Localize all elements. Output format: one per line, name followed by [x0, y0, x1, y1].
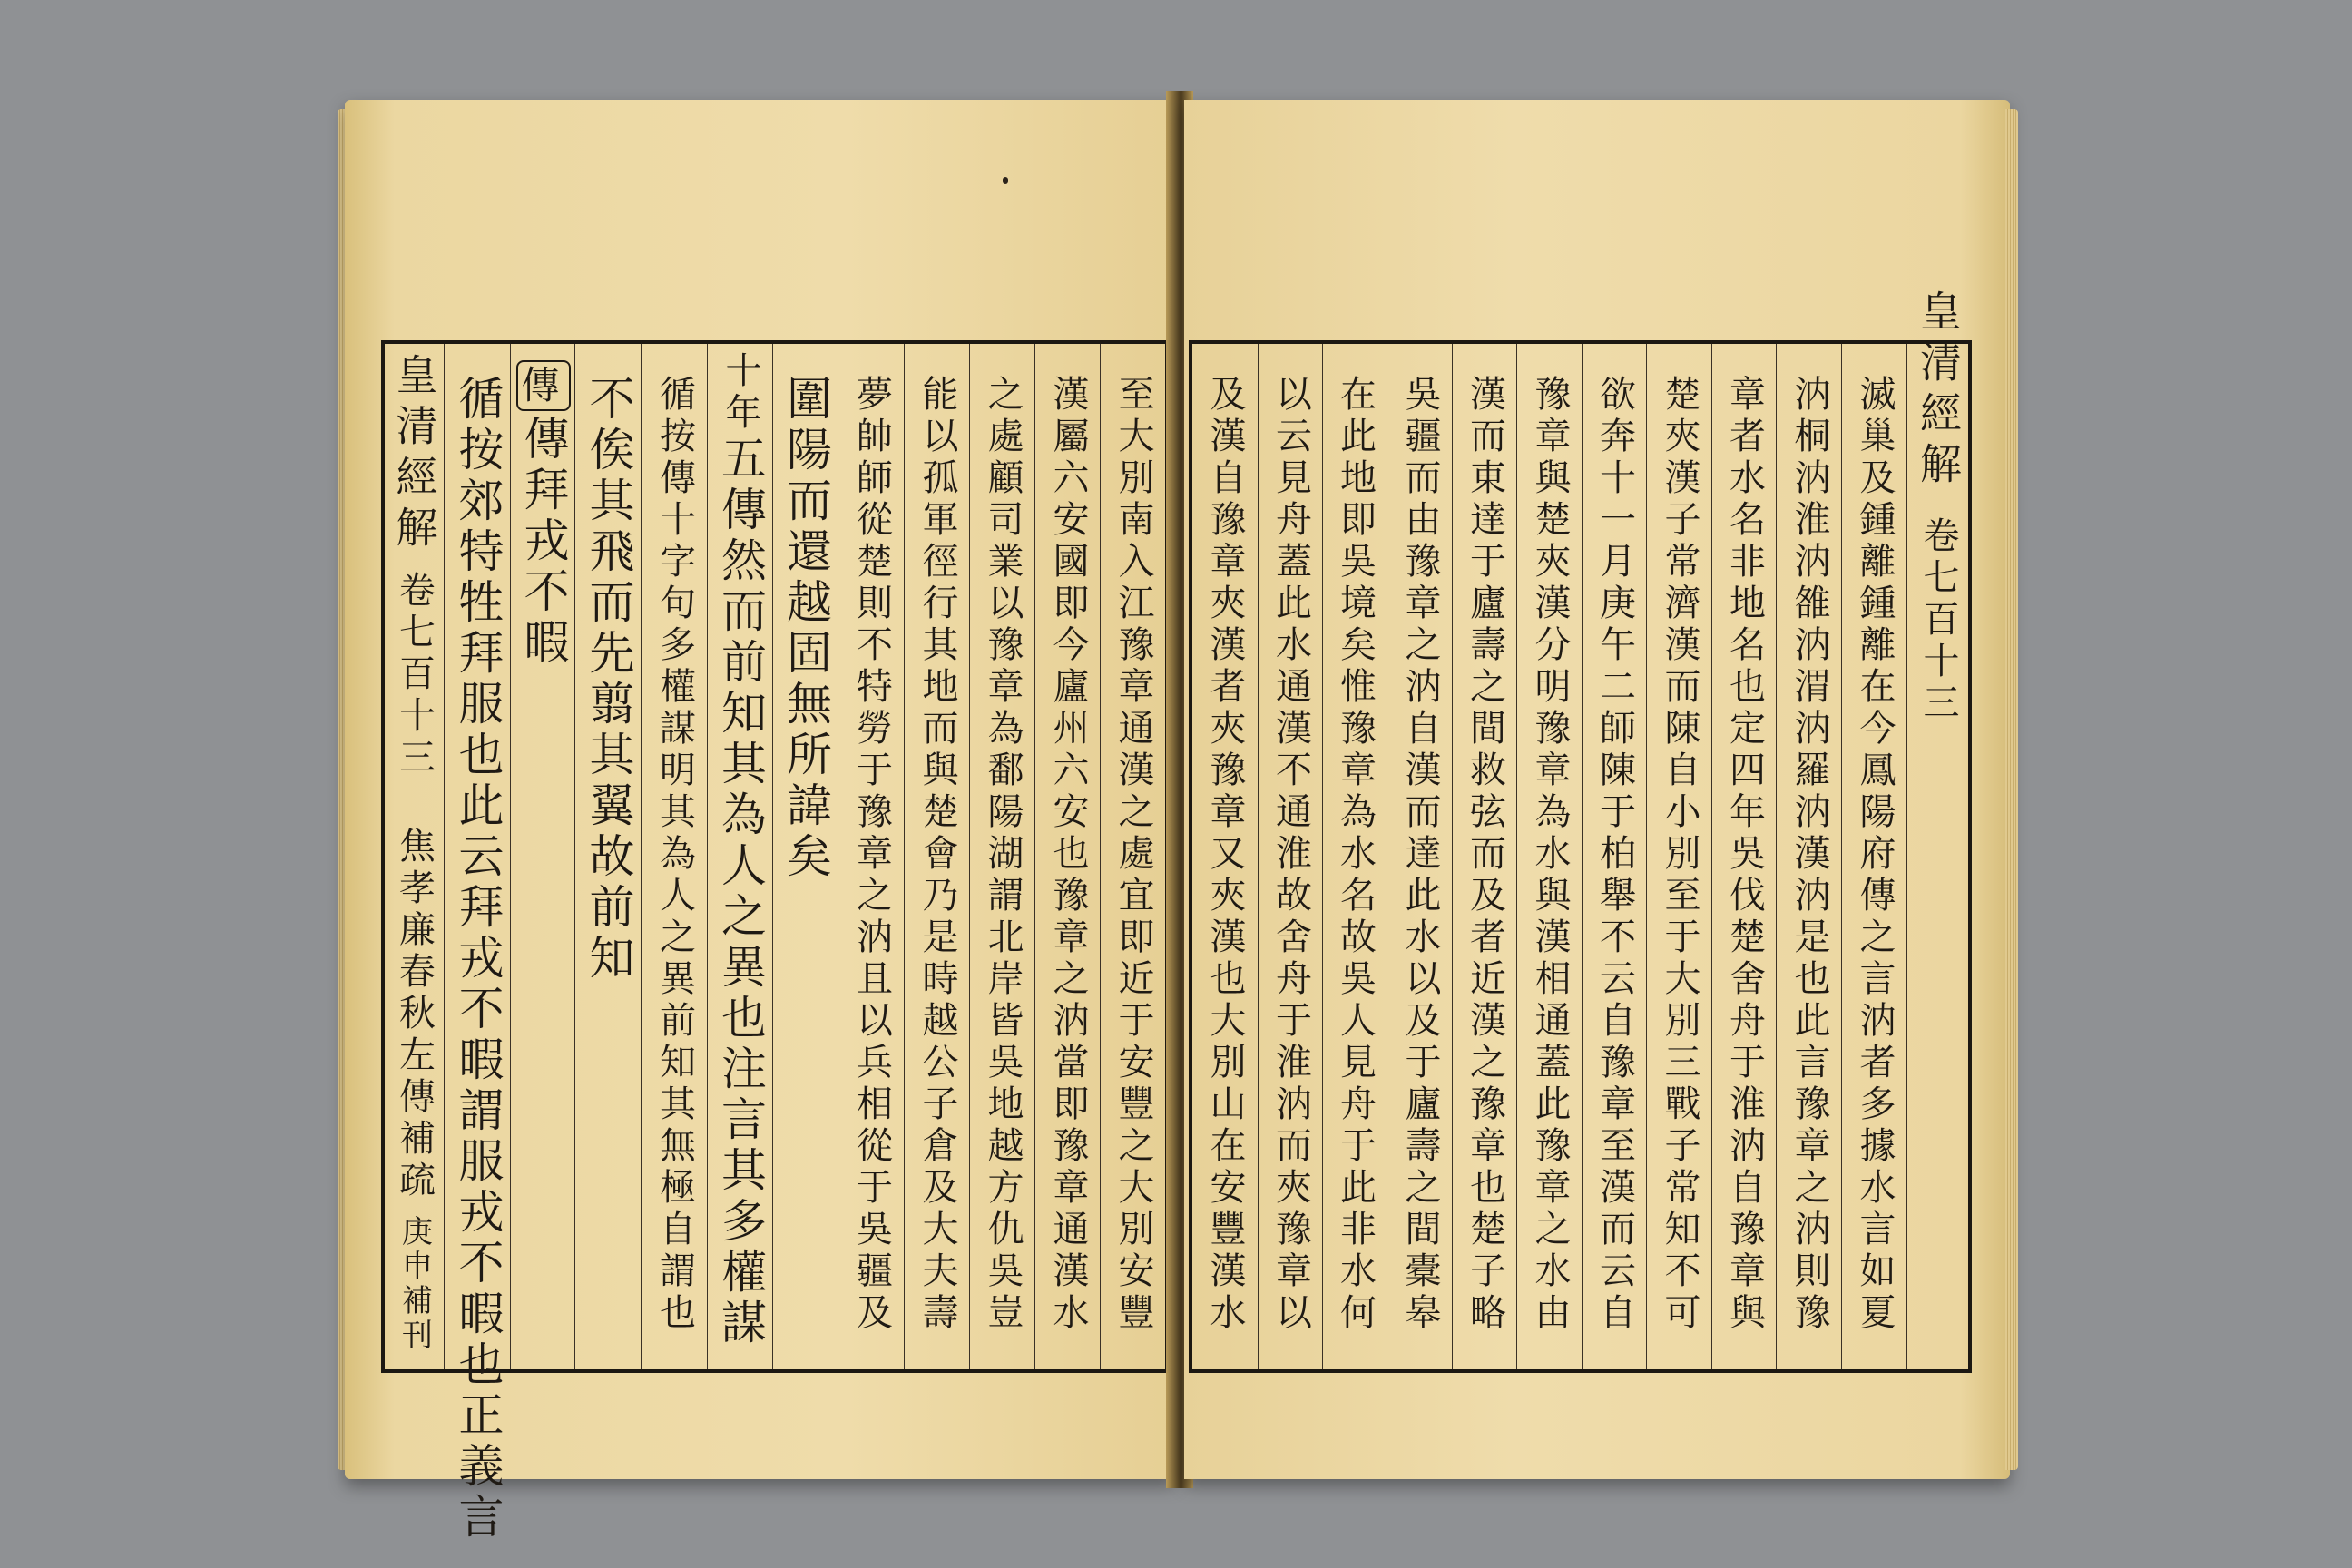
text-column	[838, 344, 905, 1369]
column-text: 不俟其飛而先翦其翼故前知	[582, 375, 635, 985]
column-text: 漢屬六安國即今廬州六安也豫章之汭當即豫章通漢水	[1047, 375, 1089, 1335]
text-column	[1516, 344, 1583, 1369]
column-text: 能以孤軍徑行其地而與楚會乃是時越公子倉及大夫壽	[916, 375, 958, 1335]
text-column	[444, 344, 511, 1544]
text-column	[1322, 344, 1387, 1369]
column-text: 章者水名非地名也定四年吳伐楚舍舟于淮汭自豫章與	[1723, 375, 1766, 1335]
column-text: 在此地即吳境矣惟豫章為水名故吳人見舟于此非水何	[1334, 375, 1377, 1335]
right-text-frame	[1189, 289, 1972, 1373]
text-column	[510, 344, 575, 1369]
text-column	[1711, 344, 1777, 1369]
column-text: 及漢自豫章夾漢者夾豫章又夾漢也大別山在安豐漢水	[1204, 375, 1246, 1335]
right-page	[1184, 100, 2010, 1479]
column-text: 循按傳十字句多權謀明其為人之異前知其無極自謂也	[653, 375, 696, 1335]
column-text: 夢帥師從楚則不特勞于豫章之汭且以兵相從于吳疆及	[850, 375, 893, 1335]
text-column	[1452, 344, 1517, 1369]
text-column	[904, 344, 970, 1369]
text-column	[574, 344, 642, 1369]
text-column	[707, 344, 773, 1369]
column-text: 欲奔十一月庚午二師陳于柏舉不云自豫章至漢而云自	[1593, 375, 1636, 1335]
ink-speck	[1003, 177, 1008, 184]
text-column	[1776, 344, 1842, 1369]
open-book	[345, 91, 2014, 1544]
text-column	[1841, 344, 1907, 1369]
text-column	[1646, 344, 1712, 1369]
column-text	[515, 357, 572, 669]
text-column	[641, 344, 708, 1369]
text-column	[1192, 344, 1258, 1369]
right-volume-text: 卷七百十三	[1917, 516, 1959, 725]
column-text: 至大別南入江豫章通漢之處宜即近于安豐之大別安豐	[1112, 375, 1154, 1335]
column-text: 豫章與楚夾漢分明豫章為水與漢相通蓋此豫章之水由	[1529, 375, 1571, 1335]
left-text-frame	[381, 340, 1169, 1544]
column-text: 滅巢及鍾離鍾離在今鳳陽府傳之言汭者多據水言如夏	[1854, 375, 1896, 1335]
column-text: 循按郊特牲拜服也此云拜戎不暇謂服戎不暇也正義言	[451, 375, 505, 1544]
left-header-text: 皇清經解	[389, 353, 439, 556]
left-header-column	[385, 344, 444, 1369]
text-column	[969, 344, 1035, 1369]
text-column	[1100, 344, 1166, 1369]
text-column	[1387, 344, 1453, 1369]
column-text: 漢而東達于廬壽之間救弦而及者近漢之豫章也楚子略	[1464, 375, 1506, 1335]
commentary-marker: 傳	[516, 360, 571, 411]
left-page	[345, 100, 1175, 1544]
left-footer-stamp: 庚申補刊	[396, 1215, 433, 1353]
column-text: 以云見舟蓋此水通漢不通淮故舍舟于淮汭而夾豫章以	[1269, 375, 1312, 1335]
year-label: 十年	[720, 351, 761, 435]
left-volume-text: 卷七百十三 焦孝廉春秋左傳補疏	[393, 571, 436, 1202]
column-text: 五傳然而前知其為人之異也注言其多權謀	[714, 435, 767, 1349]
text-column	[772, 344, 838, 1369]
text-column	[1034, 344, 1101, 1369]
column-text: 吳疆而由豫章之汭自漢而達此水以及于廬壽之間橐皋	[1399, 375, 1441, 1335]
text-column	[1582, 344, 1647, 1369]
right-header-text: 皇清經解	[1914, 289, 1963, 493]
column-text-body: 傳拜戎不暇	[516, 415, 570, 669]
right-header-column	[1906, 289, 1969, 1369]
page-edges-right	[2005, 109, 2018, 1470]
text-column	[1258, 344, 1323, 1369]
column-text: 之處顧司業以豫章為鄱陽湖謂北岸皆吳地越方仇吳豈	[982, 375, 1024, 1335]
column-text: 楚夾漢子常濟漢而陳自小別至于大別三戰子常知不可	[1659, 375, 1700, 1335]
column-text: 圍陽而還越固無所諱矣	[779, 375, 832, 883]
column-text: 汭桐汭淮汭雒汭渭汭羅汭漢汭是也此言豫章之汭則豫	[1788, 375, 1830, 1335]
